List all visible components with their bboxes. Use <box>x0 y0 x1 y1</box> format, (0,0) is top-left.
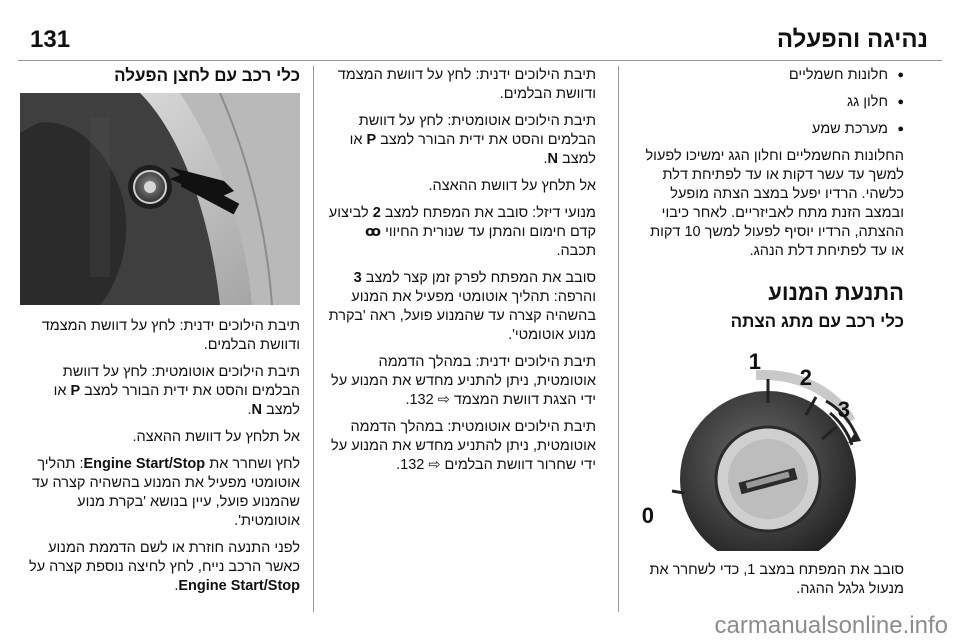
page-number: 131 <box>30 26 71 53</box>
bullet-power-windows: ● חלונות חשמליים <box>636 66 904 85</box>
right-column <box>636 66 904 607</box>
left-automatic-gearbox-instruction: תיבת הילוכים אוטומטית: לחץ על דוושת הבלמים והסט את ידית הבורר למצב P או למצב N. <box>53 364 300 418</box>
engine-start-stop-label-1: Engine Start/Stop <box>83 456 206 472</box>
left-auto-or: או <box>53 383 67 399</box>
mid-automatic-gearbox-instruction: תיבת הילוכים אוטומטית: לחץ על דוושת הבלמים והסט את ידית הבורר למצב P או למצב N. <box>349 113 596 167</box>
ignition-switch-figure <box>626 345 904 551</box>
mid-auto-text-a: תיבת הילוכים אוטומטית: לחץ על דוושת הבלמים והסט את ידית הבורר למצב <box>358 113 596 148</box>
mid-diesel-text-a: מנועי דיזל: סובב את המפתח למצב <box>384 205 596 221</box>
left-restart-note <box>20 539 300 596</box>
mid-diesel-text-c: תכבה. <box>556 243 596 259</box>
header-rule <box>18 60 942 61</box>
ignition-switch-subheading: כלי רכב עם מתג הצתה <box>730 312 904 331</box>
left-press-start-stop <box>20 455 300 531</box>
retained-power-paragraph: החלונות החשמליים וחלון הגג ימשיכו לפעול למשך עד עשר דקות או עד לפתיחת דלת כלשהי. הרדיו יפעל במצב הצתה מופעל ובמצב הזנת מתח לאביזריים. לאחר כיבוי ההצתה, הרדיו יוסיף לפעול למשך 10 דקות או עד לפתיחת דלת הנהג. <box>645 148 904 259</box>
mid-autostop-manual: תיבת הילוכים ידנית: במהלך הדממה אוטומטית, ניתן להתניע מחדש את המנוע על ידי הצגת דוושת המצמד ⇨ 132. <box>331 354 596 408</box>
mid-start-text-b: והרפה: תהליך אוטומטי מפעיל את המנוע בהשהיה קצרה עד שהמנוע פועל, ראה 'בקרת מנוע אוטומטי'. <box>328 289 596 343</box>
mid-start-pos: 3 <box>353 270 362 286</box>
left-restart-text: לפני התנעה חוזרת או לשם הדממת המנוע כאשר הרכב נייח, לחץ לחיצה נוספת קצרה על <box>29 540 300 575</box>
mid-auto-mode-p: P <box>366 132 377 148</box>
left-press-text-b: : תהליך אוטומטי מפעיל את המנוע בהשהיה קצרה עד שהמנוע פועל, עיין בנושא 'בקרת מנוע אוטומטית'. <box>31 456 300 529</box>
start-button-figure <box>22 93 300 305</box>
ignition-label-0: 0 <box>641 503 654 528</box>
mid-diesel-pos: 2 <box>372 205 381 221</box>
left-auto-text-a: תיבת הילוכים אוטומטית: לחץ על דוושת הבלמים והסט את ידית הבורר למצב <box>62 364 300 399</box>
section-title: נהיגה והפעלה <box>776 26 928 53</box>
left-press-text-a: לחץ ושחרר את <box>209 456 300 472</box>
left-auto-mode-p: P <box>70 383 81 399</box>
bullet-audio-system: ● מערכת שמע <box>636 120 904 139</box>
mid-start-text-a: סובב את המפתח לפרק זמן קצר למצב <box>365 270 596 286</box>
start-button-heading: כלי רכב עם לחצן הפעלה <box>114 66 300 85</box>
column-divider-right <box>618 66 619 612</box>
left-manual-gearbox-instruction: תיבת הילוכים ידנית: לחץ על דוושת המצמד ודוושת הבלמים. <box>41 318 300 353</box>
mid-manual-gearbox-instruction: תיבת הילוכים ידנית: לחץ על דוושת המצמד ודוושת הבלמים. <box>337 67 596 102</box>
column-divider-left <box>313 66 314 612</box>
left-restart-end: . <box>174 578 179 594</box>
mid-auto-mode-n: N <box>547 151 559 167</box>
left-auto-mode-n: N <box>251 402 263 418</box>
mid-auto-text-b: למצב <box>562 151 596 167</box>
mid-turn-key-start <box>326 269 596 345</box>
left-no-accelerator: אל תלחץ על דוושת ההאצה. <box>132 429 300 445</box>
mid-diesel-text-b: לביצוע קדם חימום והמתן עד שנורית החיווי <box>328 205 596 240</box>
left-column <box>20 66 300 604</box>
ignition-caption: סובב את המפתח במצב 1, כדי לשחרר את מנעול גלגל ההגה. <box>649 562 904 597</box>
glow-plug-icon: ꝏ <box>364 224 382 240</box>
mid-autostop-automatic: תיבת הילוכים אוטומטית: במהלך הדממה אוטומטית, ניתן להתניע מחדש את המנוע על ידי שחרור דוושת הבלמים ⇨ 132. <box>331 419 596 473</box>
bullet-sunroof: ● חלון גג <box>636 93 904 112</box>
ignition-label-1: 1 <box>748 349 761 374</box>
ignition-label-3: 3 <box>837 397 850 422</box>
middle-column <box>326 66 596 483</box>
mid-no-accelerator: אל תלחץ על דוושת ההאצה. <box>428 178 596 194</box>
watermark: carmanualsonline.info <box>714 612 948 639</box>
ignition-label-2: 2 <box>799 365 812 390</box>
engine-start-stop-label-2: Engine Start/Stop <box>178 578 300 594</box>
engine-start-heading: התנעת המנוע <box>768 280 904 305</box>
mid-diesel-preheat <box>326 204 596 261</box>
left-auto-text-b: למצב <box>266 402 300 418</box>
mid-auto-or: או <box>349 132 363 148</box>
